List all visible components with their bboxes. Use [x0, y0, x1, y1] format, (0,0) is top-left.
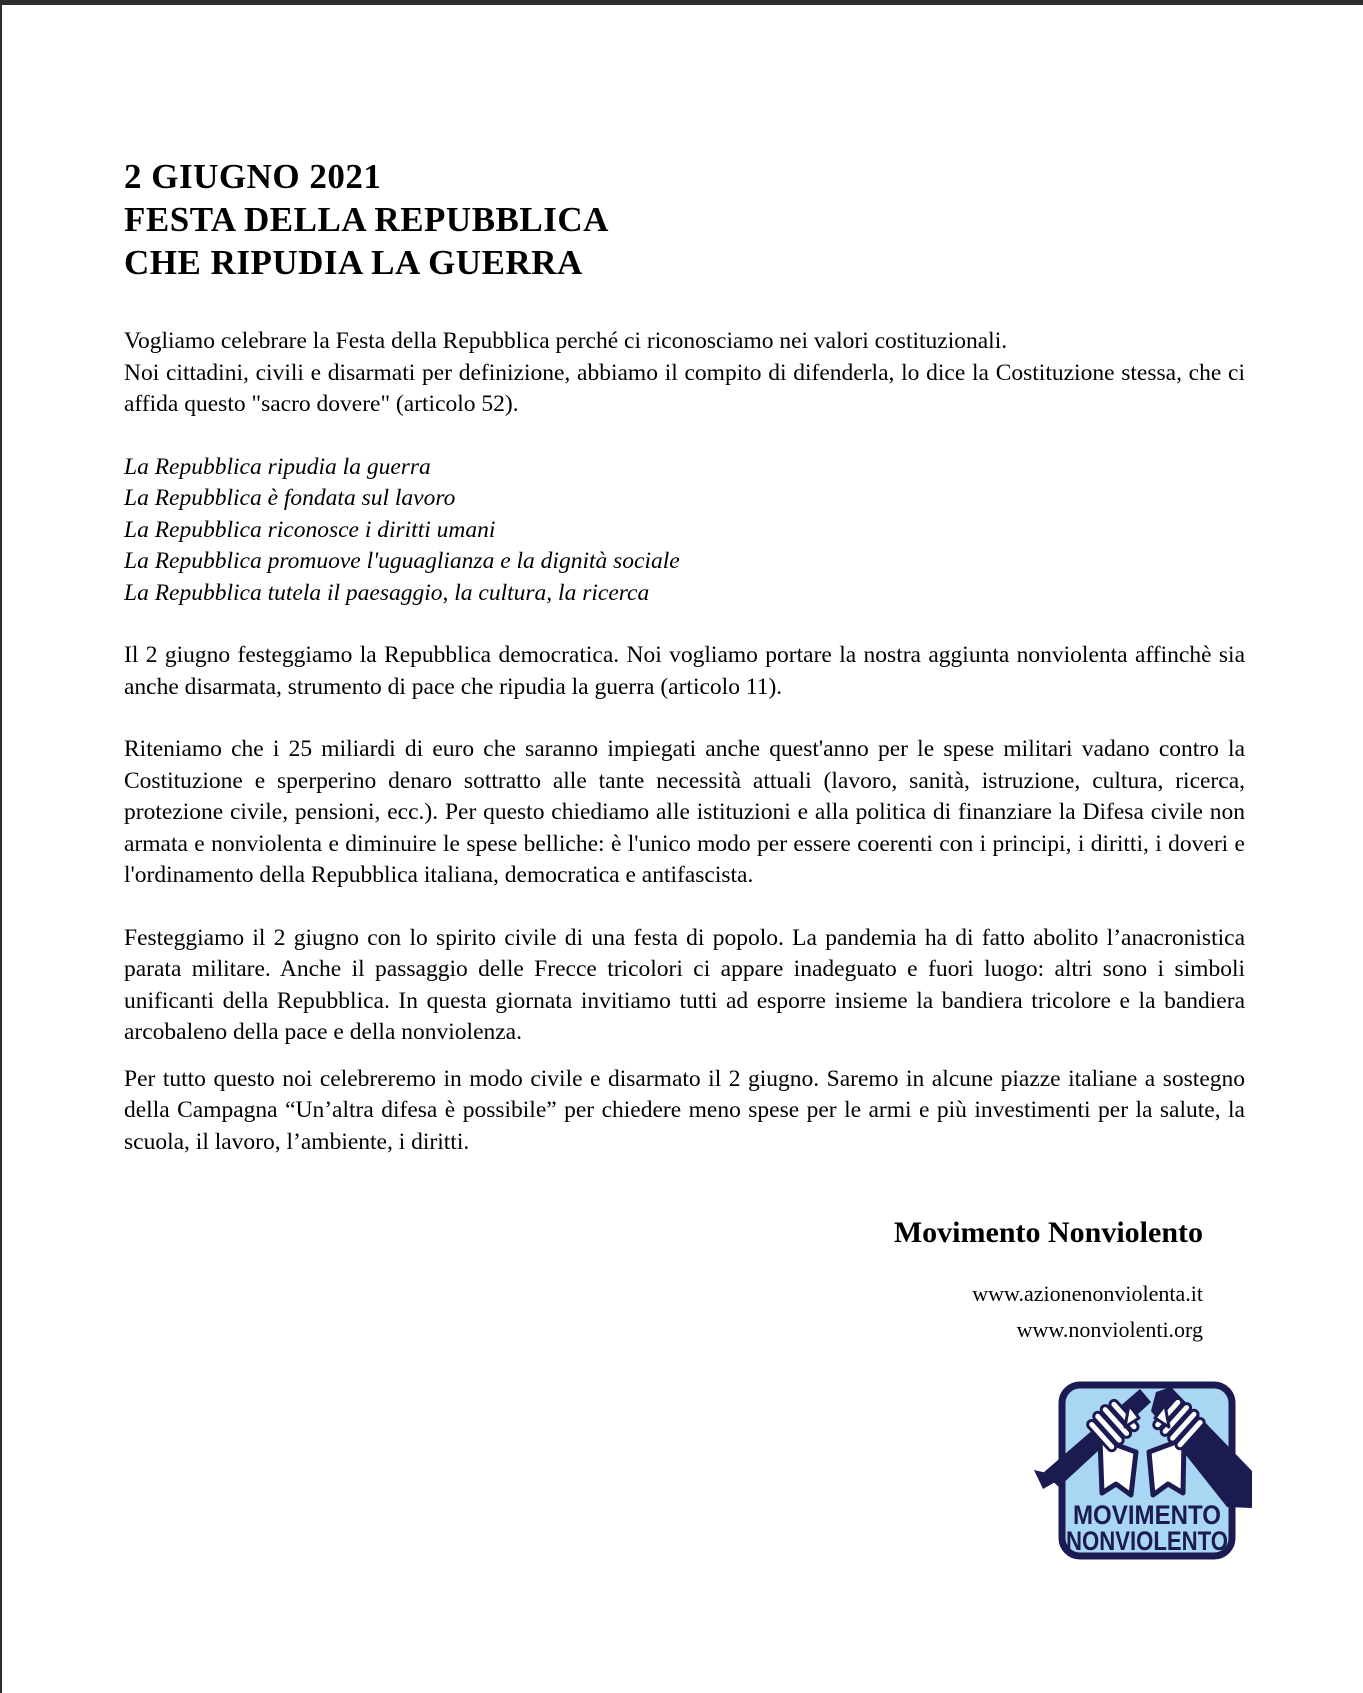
website-url: www.nonviolenti.org: [1016, 1317, 1203, 1342]
website-url: www.azionenonviolenta.it: [972, 1281, 1203, 1306]
intro-first-sentence: Vogliamo celebrare la Festa della Repubblica perché ci riconosciamo nei valori costituzionali.: [124, 328, 1008, 354]
movimento-nonviolento-logo-icon: [1031, 1381, 1253, 1563]
paragraph-2-giugno: Il 2 giugno festeggiamo la Repubblica democratica. Noi vogliamo portare la nostra aggiunta nonviolenta affinchè sia anche disarmata, strumento di pace che ripudia la guerra (articolo 11).: [124, 642, 1245, 700]
logo-text-line-2: NONVIOLENTO: [1066, 1526, 1228, 1556]
paragraph-riteniamo: Riteniamo che i 25 miliardi di euro che saranno impiegati anche quest'anno per le spese militari vadano contro la Costituzione e sperperino denaro sottratto alle tante necessità attuali (lavoro, sanità, istruzione, cultura, ricerca, protezione civile, pensioni, ecc.). Per questo chiediamo alle istituzioni e alla politica di finanziare la Difesa civile non armata e nonviolenta e diminuire le spese belliche: è l'unico modo per essere coerenti con i principi, i diritti, i doveri e l'ordinamento della Repubblica italiana, democratica e antifascista.: [124, 736, 1245, 888]
document-content: [2, 5, 1363, 1593]
intro-paragraph: [124, 326, 1245, 421]
title-line-3: CHE RIPUDIA LA GUERRA: [124, 243, 583, 282]
intro-rest: Noi cittadini, civili e disarmati per definizione, abbiamo il compito di difenderla, lo dice la Costituzione stessa, che ci affida questo "sacro dovere" (articolo 52).: [124, 359, 1245, 417]
principle-line: La Repubblica è fondata sul lavoro: [124, 485, 456, 511]
title-line-2: FESTA DELLA REPUBBLICA: [124, 200, 609, 239]
website-list: [124, 1276, 1245, 1348]
principle-line: La Repubblica ripudia la guerra: [124, 453, 431, 480]
paragraph-celebreremo: Per tutto questo noi celebreremo in modo civile e disarmato il 2 giugno. Saremo in alcune piazze italiane a sostegno della Campagna “Un’altra difesa è possibile” per chiedere meno spese per le armi e più investimenti per la salute, la scuola, il lavoro, l’ambiente, i diritti.: [124, 1065, 1245, 1155]
constitution-principles: [124, 452, 1245, 610]
principle-line: La Repubblica promuove l'uguaglianza e la dignità sociale: [124, 548, 680, 574]
document-title: [124, 155, 1245, 284]
signature: Movimento Nonviolento: [893, 1216, 1203, 1249]
paragraph-festeggiamo: Festeggiamo il 2 giugno con lo spirito civile di una festa di popolo. La pandemia ha di fatto abolito l’anacronistica parata militare. Anche il passaggio delle Frecce tricolori ci appare inadeguato e fuori luogo: altri sono i simboli unificanti della Repubblica. In questa giornata invitiamo tutti ad esporre insieme la bandiera tricolore e la bandiera arcobaleno della pace e della nonviolenza.: [124, 924, 1245, 1045]
title-line-1: 2 GIUGNO 2021: [124, 157, 382, 196]
principle-line: La Repubblica riconosce i diritti umani: [124, 516, 496, 543]
principle-line: La Repubblica tutela il paesaggio, la cultura, la ricerca: [124, 579, 650, 606]
logo-row: [124, 1381, 1253, 1563]
logo-text-line-1: MOVIMENTO: [1073, 1500, 1221, 1530]
